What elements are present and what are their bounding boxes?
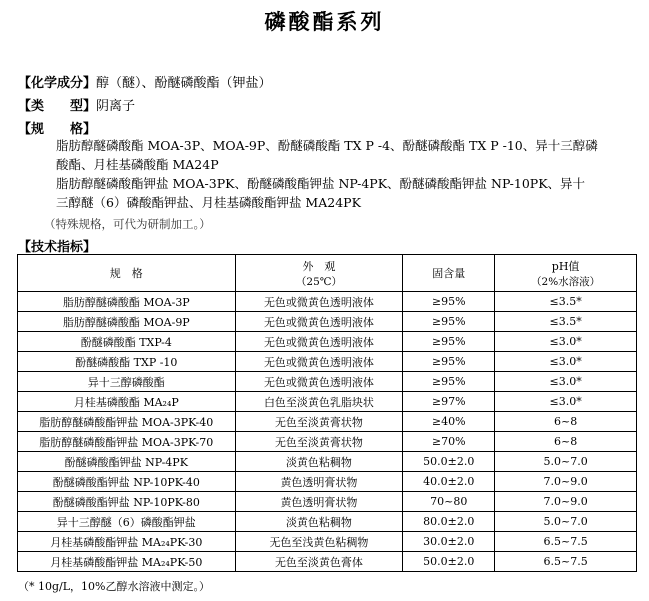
- table-row: [18, 532, 637, 552]
- header-appearance-label: 外 观: [302, 259, 336, 273]
- cell-appearance: 无色至浅黄色粘稠物: [235, 532, 403, 552]
- cell-ph: 5.0~7.0: [495, 512, 637, 532]
- table-row: [18, 312, 637, 332]
- table-row: [18, 352, 637, 372]
- cell-appearance: 无色或微黄色透明液体: [235, 352, 403, 372]
- cell-name: 月桂基磷酸酯钾盐 MA₂₄PK-30: [18, 532, 236, 552]
- cell-solid: ≥95%: [403, 312, 495, 332]
- table-row: [18, 432, 637, 452]
- cell-ph: 6~8: [495, 432, 637, 452]
- header-name: 规 格: [18, 255, 236, 292]
- cell-ph: 5.0~7.0: [495, 452, 637, 472]
- type-line: [18, 95, 135, 114]
- cell-ph: ≤3.5*: [495, 312, 637, 332]
- cell-ph: ≤3.5*: [495, 292, 637, 312]
- cell-ph: 6~8: [495, 412, 637, 432]
- spec-line-3: 脂肪醇醚磷酸酯钾盐 MOA-3PK、酚醚磷酸酯钾盐 NP-4PK、酚醚磷酸酯钾盐 NP-10PK、异十: [56, 176, 586, 191]
- cell-appearance: 无色或微黄色透明液体: [235, 312, 403, 332]
- cell-name: 酚醚磷酸酯 TXP-4: [18, 332, 236, 352]
- table-row: [18, 452, 637, 472]
- cell-solid: ≥70%: [403, 432, 495, 452]
- cell-appearance: 无色至淡黄膏状物: [235, 432, 403, 452]
- cell-appearance: 白色至淡黄色乳脂块状: [235, 392, 403, 412]
- cell-solid: ≥97%: [403, 392, 495, 412]
- cell-name: 异十三醇磷酸酯: [18, 372, 236, 392]
- table-row: [18, 472, 637, 492]
- spec-text: [56, 136, 636, 212]
- table-row: [18, 292, 637, 312]
- header-appearance: [235, 255, 403, 292]
- spec-line: [18, 118, 96, 137]
- spec-label: 【规 格】: [18, 122, 97, 137]
- cell-name: 酚醚磷酸酯钾盐 NP-10PK-40: [18, 472, 236, 492]
- header-appearance-sub: （25℃）: [295, 275, 342, 288]
- cell-appearance: 无色至淡黄膏状物: [235, 412, 403, 432]
- table-row: [18, 392, 637, 412]
- cell-name: 脂肪醇醚磷酸酯 MOA-9P: [18, 312, 236, 332]
- cell-name: 脂肪醇醚磷酸酯 MOA-3P: [18, 292, 236, 312]
- cell-appearance: 淡黄色粘稠物: [235, 452, 403, 472]
- cell-ph: 7.0~9.0: [495, 472, 637, 492]
- spec-table: [17, 254, 637, 572]
- cell-appearance: 黄色透明膏状物: [235, 492, 403, 512]
- cell-ph: ≤3.0*: [495, 392, 637, 412]
- cell-appearance: 淡黄色粘稠物: [235, 512, 403, 532]
- page-title: 磷酸酯系列: [264, 9, 385, 34]
- composition-value: 醇（醚）、酚醚磷酸酯（钾盐）: [96, 76, 272, 91]
- composition-label: 【化学成分】: [18, 76, 97, 91]
- cell-ph: 6.5~7.5: [495, 532, 637, 552]
- cell-name: 酚醚磷酸酯钾盐 NP-10PK-80: [18, 492, 236, 512]
- cell-solid: ≥40%: [403, 412, 495, 432]
- type-label: 【类 型】: [18, 99, 97, 114]
- cell-name: 脂肪醇醚磷酸酯钾盐 MOA-3PK-70: [18, 432, 236, 452]
- spec-line-1: 脂肪醇醚磷酸酯 MOA-3P、MOA-9P、酚醚磷酸酯 TX P -4、酚醚磷酸酯 TX P -10、异十三醇磷: [56, 138, 598, 153]
- cell-ph: ≤3.0*: [495, 372, 637, 392]
- cell-solid: 70~80: [403, 492, 495, 512]
- cell-appearance: 无色或微黄色透明液体: [235, 332, 403, 352]
- table-row: [18, 332, 637, 352]
- cell-solid: ≥95%: [403, 352, 495, 372]
- header-ph-sub: （2%水溶液）: [531, 275, 601, 288]
- table-row: [18, 492, 637, 512]
- cell-solid: ≥95%: [403, 332, 495, 352]
- cell-name: 月桂基磷酸酯 MA₂₄P: [18, 392, 236, 412]
- cell-name: 脂肪醇醚磷酸酯钾盐 MOA-3PK-40: [18, 412, 236, 432]
- table-row: [18, 412, 637, 432]
- cell-name: 异十三醇醚（6）磷酸酯钾盐: [18, 512, 236, 532]
- cell-appearance: 无色或微黄色透明液体: [235, 292, 403, 312]
- header-ph-label: pH值: [551, 259, 580, 273]
- cell-appearance: 无色至淡黄色膏体: [235, 552, 403, 572]
- cell-solid: 80.0±2.0: [403, 512, 495, 532]
- cell-name: 月桂基磷酸酯钾盐 MA₂₄PK-50: [18, 552, 236, 572]
- header-solid: 固含量: [403, 255, 495, 292]
- footnote: （* 10g/L，10%乙醇水溶液中测定。）: [18, 580, 210, 593]
- cell-ph: ≤3.0*: [495, 332, 637, 352]
- tech-label: 【技术指标】: [18, 240, 97, 255]
- cell-name: 酚醚磷酸酯钾盐 NP-4PK: [18, 452, 236, 472]
- table-row: [18, 372, 637, 392]
- cell-solid: 50.0±2.0: [403, 452, 495, 472]
- cell-solid: 50.0±2.0: [403, 552, 495, 572]
- table-header-row: [18, 255, 637, 292]
- composition-line: [18, 72, 272, 91]
- cell-ph: 6.5~7.5: [495, 552, 637, 572]
- cell-name: 酚醚磷酸酯 TXP -10: [18, 352, 236, 372]
- cell-appearance: 无色或微黄色透明液体: [235, 372, 403, 392]
- cell-solid: 30.0±2.0: [403, 532, 495, 552]
- cell-ph: 7.0~9.0: [495, 492, 637, 512]
- header-ph: [495, 255, 637, 292]
- table-row: [18, 552, 637, 572]
- cell-solid: ≥95%: [403, 372, 495, 392]
- cell-ph: ≤3.0*: [495, 352, 637, 372]
- type-value: 阴离子: [96, 99, 136, 114]
- table-row: [18, 512, 637, 532]
- spec-line-4: 三醇醚（6）磷酸酯钾盐、月桂基磷酸酯钾盐 MA24PK: [56, 195, 361, 210]
- cell-appearance: 黄色透明膏状物: [235, 472, 403, 492]
- cell-solid: ≥95%: [403, 292, 495, 312]
- tech-line: [18, 236, 96, 255]
- spec-note: （特殊规格，可代为研制加工。）: [44, 217, 211, 231]
- cell-solid: 40.0±2.0: [403, 472, 495, 492]
- spec-line-2: 酸酯、月桂基磷酸酯 MA24P: [56, 157, 219, 172]
